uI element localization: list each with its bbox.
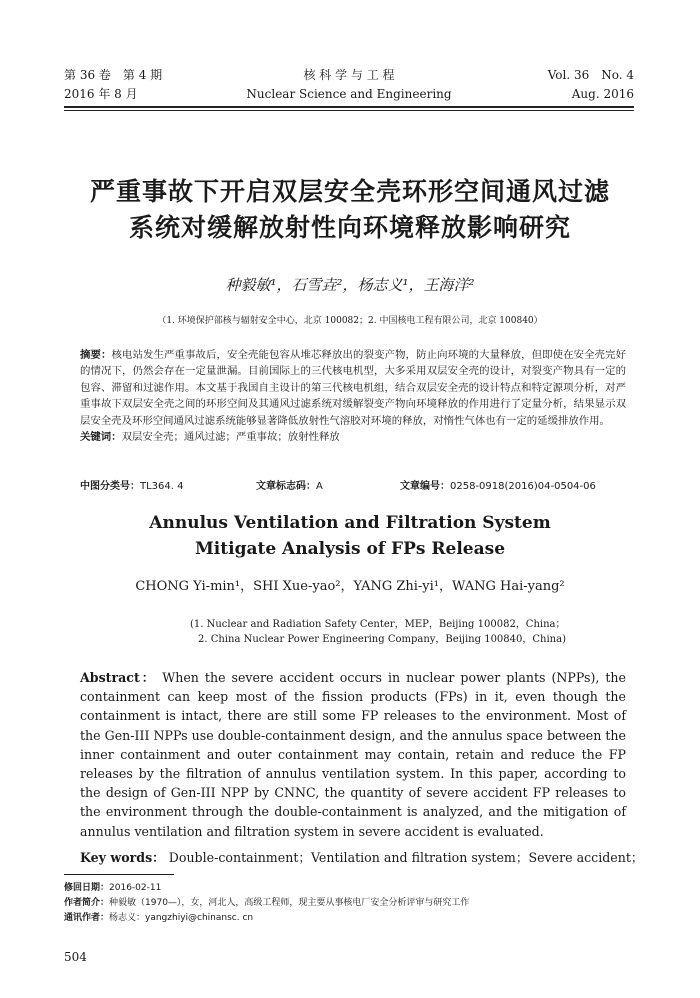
author-bio-label: 作者简介：: [64, 898, 110, 908]
corresponding-label: 通讯作者：: [64, 913, 110, 923]
english-abstract: [80, 668, 626, 841]
chinese-authors: 种毅敏¹，石雪垚²，杨志义¹，王海洋²: [225, 276, 475, 294]
english-title: Annulus Ventilation and Filtration System Mitigate Analysis of FPs Release: [149, 513, 551, 559]
footnotes: [64, 881, 624, 926]
chinese-abstract: [80, 347, 626, 445]
keywords-label-cn: 关键词：: [80, 431, 122, 444]
abstract-text-en: When the severe accident occurs in nuclear power plants (NPPs), the containment can keep most of the fission products (FPs) in it, even though the containment is intact, there are still some FP releases to the environment. Most of the Gen-III NPPs use double-containment design, and the annulus space between the inner containment and outer containment may contain, retain and reduce the FP releases by the filtration of annulus ventilation system. In this paper, according to the design of Gen-III NPP by CNNC, the quantity of severe accident FP releases to the environment through the double-containment is analyzed, and the mitigation of annulus ventilation and filtration system in severe accident is evaluated.: [80, 670, 626, 839]
chinese-affiliations: （1. 环境保护部核与辐射安全中心，北京 100082；2. 中国核电工程有限公司，北京 100840）: [157, 316, 543, 326]
english-authors: CHONG Yi-min¹，SHI Xue-yao²，YANG Zhi-yi¹，WANG Hai-yang²: [135, 579, 565, 594]
journal-title-cn: 核 科 学 与 工 程: [303, 68, 395, 82]
abstract-label-cn: 摘要：: [80, 349, 112, 361]
volume-issue-en: Vol. 36 No. 4: [547, 68, 634, 82]
header-rule-thin: [64, 110, 634, 111]
keywords-label-en: Key words：: [80, 850, 165, 865]
received-date: 2016-02-11: [109, 883, 162, 893]
doc-code-label: 文章标志码：: [256, 481, 316, 492]
author-bio: 种毅敏（1970—），女，河北人，高级工程师，现主要从事核电厂安全分析评审与研究工作: [109, 898, 470, 908]
keywords-en: Double-containment；Ventilation and filtration system；Severe accident；: [168, 850, 644, 865]
chinese-title: 严重事故下开启双层安全壳环形空间通风过滤 系统对缓解放射性向环境释放影响研究: [89, 177, 610, 242]
doc-code: A: [316, 481, 323, 492]
clc-label: 中图分类号：: [80, 481, 140, 492]
keywords-cn: 双层安全壳；通风过滤；严重事故；放射性释放: [121, 431, 340, 444]
journal-title-en: Nuclear Science and Engineering: [246, 87, 452, 101]
corresponding-author: 杨志义：yangzhiyi@chinansc. cn: [109, 913, 254, 923]
publication-date-en: Aug. 2016: [571, 87, 634, 101]
abstract-text-cn: 核电站发生严重事故后，安全壳能包容从堆芯释放出的裂变产物，防止向环境的大量释放，但即使在安全壳完好的情况下，仍然会存在一定量泄漏。目前国际上的三代核电机型，大多采用双层安全壳的设计，对裂变产物具有一定的包容、滞留和过滤作用。本文基于我国自主设计的第三代核电机组，结合双层安全壳的设计特点和特定源项分析，对严重事故下双层安全壳之间的环形空间及其通风过滤系统对缓解裂变产物向环境释放的作用进行了定量分析，结果显示双层安全壳及环形空间通风过滤系统能够显著降低放射性气溶胶对环境的释放，对惰性气体也有一定的延缓排放作用。: [80, 349, 627, 427]
received-label: 修回日期：: [64, 883, 110, 893]
publication-date: 2016 年 8 月: [64, 87, 138, 101]
article-no: 0258-0918(2016)04-0504-06: [450, 481, 596, 492]
journal-header: [64, 66, 634, 104]
english-affiliations: (1. Nuclear and Radiation Safety Center，MEP，Beijing 100082，China； 2. China Nuclear Power Engineering Company，Beijing 100840，China): [190, 619, 566, 645]
volume-issue: 第 36 卷 第 4 期: [64, 68, 163, 82]
header-rule-thick: [64, 106, 634, 108]
clc-code: TL364. 4: [140, 481, 184, 492]
footnote-rule: [64, 874, 174, 875]
abstract-label-en: Abstract：: [80, 670, 157, 685]
page-number: 504: [64, 950, 87, 964]
english-keywords: [80, 847, 644, 866]
article-no-label: 文章编号：: [400, 481, 450, 492]
